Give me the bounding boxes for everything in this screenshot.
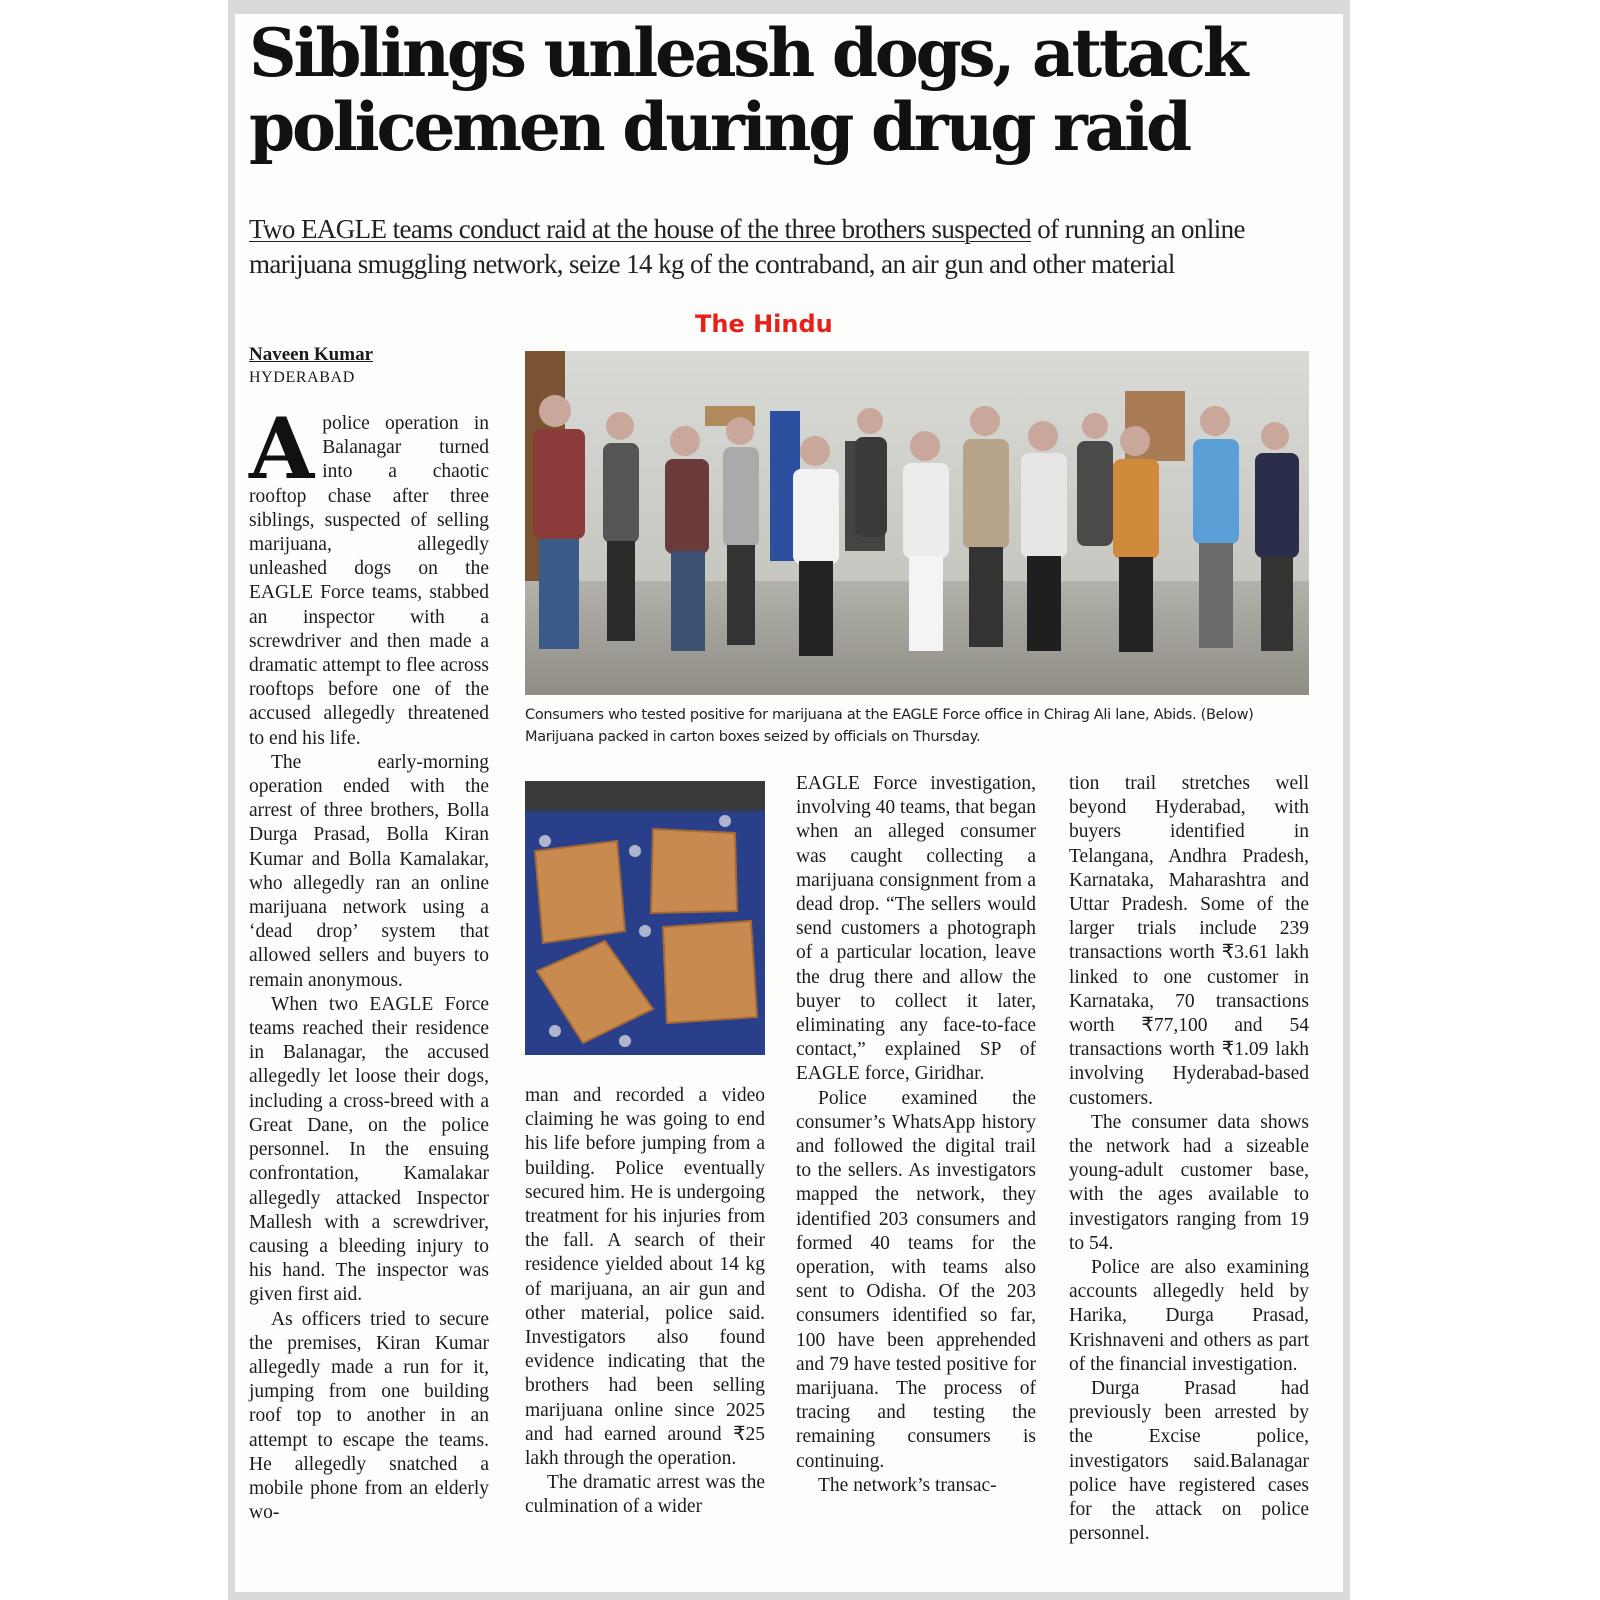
paragraph: EAGLE Force investigation, involving 40 teams, that began when an alleged consumer was caught collecting a marijuana consignment from a dead drop. “The sellers would send customers a photograph of a particular location, leave the drug there and allow the buyer to collect it later, eliminating any face-to-face contact,” explained SP of EAGLE force, Giridhar. xyxy=(796,773,1036,1085)
column-3 xyxy=(796,772,1036,1498)
deck-rest: of running an online marijuana smuggling network, seize 14 kg of the contraband, an air gun and other material xyxy=(249,214,1245,279)
paragraph: Police are also examining accounts allegedly held by Harika, Durga Prasad, Krishnaveni and others as part of the financial investigation. xyxy=(1069,1257,1309,1375)
paragraph: man and recorded a video claiming he was going to end his life before jumping from a building. Police eventually secured him. He is undergoing treatment for his injuries from the fall. A search of their residence yielded about 14 kg of marijuana, an air gun and other material, police said. Investigators also found evidence indicating that the brothers had been selling marijuana online since 2025 and had earned around ₹25 lakh through the operation. xyxy=(525,1085,765,1470)
paragraph: The consumer data shows the network had a sizeable young-adult customer base, with the ages available to investigators ranging from 19 to 54. xyxy=(1069,1111,1309,1254)
paragraph: The network’s transac- xyxy=(818,1474,997,1496)
byline xyxy=(249,344,373,387)
paragraph: tion trail stretches well beyond Hyderabad, with buyers identified in Telangana, Andhra Pradesh, Karnataka, Maharashtra and Uttar Pradesh. Some of the larger trials include 239 transactions worth ₹3.61 lakh linked to one customer in Karnataka, 70 transactions worth ₹77,100 and 54 transactions worth ₹1.09 lakh involving Hyderabad-based customers. xyxy=(1069,773,1309,1109)
seized-marijuana-photo xyxy=(525,781,765,1055)
column-1 xyxy=(249,399,489,1525)
paragraph: The early-morning operation ended with the arrest of three brothers, Bolla Durga Prasad, Bolla Kiran Kumar and Bolla Kamalakar, who allegedly ran an online marijuana network using a ‘dead drop’ system that allowed sellers and buyers to remain anonymous. xyxy=(249,751,489,991)
author-name: Naveen Kumar xyxy=(249,344,374,365)
drop-cap: A xyxy=(249,399,315,498)
column-2 xyxy=(525,1084,765,1520)
source-label: The Hindu xyxy=(695,310,833,338)
paragraph-text: police operation in Balanagar turned into a chaotic rooftop chase after three siblings, suspected of selling marijuana, allegedly unleashed dogs on the EAGLE Force teams, stabbed an inspector with a screwdriver and then made a dramatic attempt to flee across rooftops before one of the accused allegedly threatened to end his life. xyxy=(249,413,489,749)
newspaper-clipping xyxy=(228,0,1350,1600)
deck xyxy=(249,212,1329,282)
column-4 xyxy=(1069,772,1309,1547)
main-photo xyxy=(525,351,1309,695)
deck-underlined: Two EAGLE teams conduct raid at the house of the three brothers suspected xyxy=(249,214,1032,244)
paragraph xyxy=(249,399,489,751)
group-photo-image xyxy=(525,351,1309,695)
paragraph: As officers tried to secure the premises, Kiran Kumar allegedly made a run for it, jumping from one building roof top to another in an attempt to escape the teams. He allegedly snatched a mobile phone from an elderly wo- xyxy=(249,1308,489,1524)
paragraph: When two EAGLE Force teams reached their residence in Balanagar, the accused allegedly let loose their dogs, including a cross-breed with a Great Dane, on the police personnel. In the ensuing confrontation, Kamalakar allegedly attacked Inspector Mallesh with a screwdriver, causing a bleeding injury to his hand. The inspector was given first aid. xyxy=(249,993,489,1306)
dateline: HYDERABAD xyxy=(249,369,355,386)
paragraph: Police examined the consumer’s WhatsApp history and followed the digital trail to the sellers. As investigators mapped the network, they identified 203 consumers and formed 40 teams for the operation, with teams also sent to Odisha. Of the 203 consumers identified so far, 100 have been apprehended and 79 have tested positive for marijuana. The process of tracing and testing the remaining consumers is continuing. xyxy=(796,1087,1036,1472)
paragraph: The dramatic arrest was the culmination of a wider xyxy=(525,1472,765,1518)
paragraph: Durga Prasad had previously been arrested by the Excise police, investigators said.Balanagar police have registered cases for the attack on police personnel. xyxy=(1069,1378,1309,1545)
carton-boxes-image xyxy=(525,781,765,1055)
photo-caption: Consumers who tested positive for marijuana at the EAGLE Force office in Chirag Ali lane, Abids. (Below) Marijuana packed in carton boxes seized by officials on Thursday. xyxy=(525,707,1254,745)
headline: Siblings unleash dogs, attack policemen during drug raid xyxy=(249,14,1246,166)
